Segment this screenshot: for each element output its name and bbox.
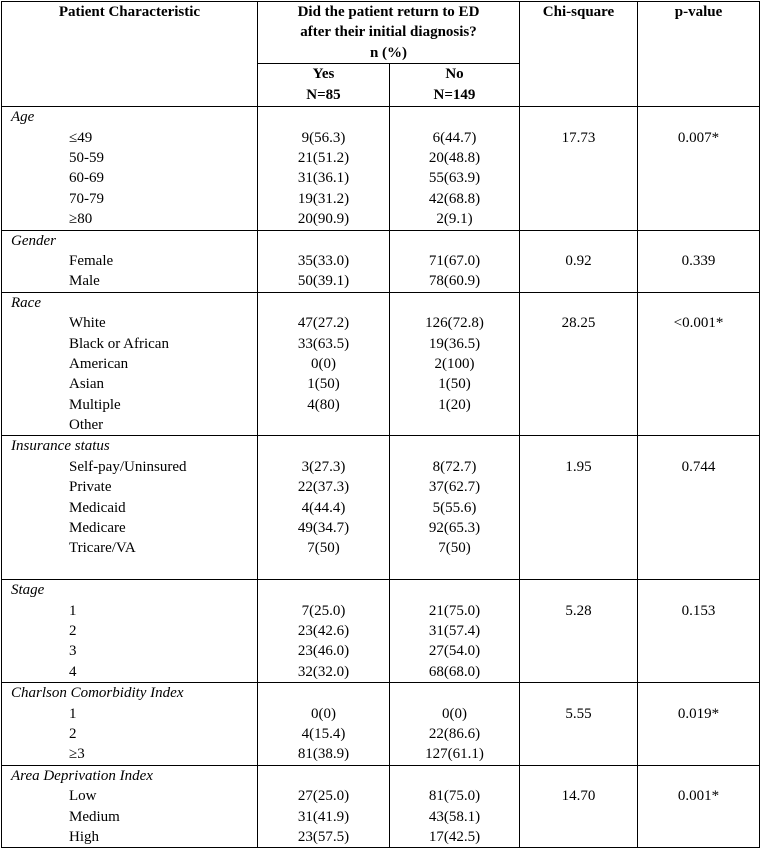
category-label: Other: [69, 417, 104, 434]
group-chi-cell: [520, 436, 638, 580]
yes-count-value: 0(0): [311, 705, 336, 722]
p-value-value: <0.001*: [673, 315, 724, 332]
yes-count-value: 7(50): [307, 540, 340, 557]
p-value-value: 0.339: [681, 252, 716, 269]
no-count-value: 127(61.1): [425, 746, 484, 763]
yes-count-value: 1(50): [307, 376, 340, 393]
p-value-value: 0.744: [681, 458, 716, 475]
chi-square-value: 28.25: [561, 315, 596, 332]
header-patient-characteristic: Patient Characteristic: [2, 2, 258, 107]
category-label: 1: [69, 705, 77, 722]
yes-count-value: 49(34.7): [297, 520, 350, 537]
chi-square-value: 5.28: [565, 602, 592, 619]
no-count-value: 42(68.8): [428, 190, 481, 207]
no-count-value: 1(20): [438, 396, 471, 413]
group-label-cell: [2, 107, 258, 230]
no-count-value: 17(42.5): [428, 828, 481, 845]
group-chi-cell: [520, 292, 638, 436]
group-row-race: [2, 292, 760, 436]
group-row-insurance-status: [2, 436, 760, 580]
yes-count-value: 9(56.3): [301, 129, 346, 146]
yes-count-value: 47(27.2): [297, 315, 350, 332]
yes-count-value: 50(39.1): [297, 273, 350, 290]
no-count-value: 0(0): [442, 705, 467, 722]
group-p-cell: [638, 683, 760, 766]
category-label: 4: [69, 663, 77, 680]
category-label: White: [69, 315, 106, 332]
group-yes-cell: [258, 107, 390, 230]
no-count-value: 22(86.6): [428, 725, 481, 742]
category-label: High: [69, 828, 99, 845]
yes-count-value: [258, 415, 389, 435]
chi-square-value: 14.70: [561, 788, 596, 805]
chi-square-value: 5.55: [565, 705, 592, 722]
category-label: 2: [69, 725, 77, 742]
group-yes-cell: [258, 683, 390, 766]
no-count-value: 7(50): [438, 540, 471, 557]
group-yes-cell: [258, 292, 390, 436]
group-p-cell: [638, 765, 760, 848]
yes-count-value: 23(46.0): [297, 643, 350, 660]
category-label: ≥3: [69, 746, 85, 763]
group-chi-cell: [520, 580, 638, 683]
yes-count-value: 4(44.4): [301, 499, 346, 516]
group-title: Charlson Comorbidity Index: [11, 685, 184, 702]
yes-count-value: 23(42.6): [297, 622, 350, 639]
category-label: Male: [69, 273, 100, 290]
header-return-question: Did the patient return to ED after their initial diagnosis? n (%): [258, 2, 520, 64]
no-count-value: 68(68.0): [428, 663, 481, 680]
yes-count-value: 7(25.0): [301, 602, 346, 619]
group-title: Age: [11, 109, 35, 126]
yes-count-value: 4(80): [307, 396, 340, 413]
group-p-cell: [638, 292, 760, 436]
group-label-cell: [2, 765, 258, 848]
yes-count-value: 19(31.2): [297, 190, 350, 207]
group-label-cell: [2, 292, 258, 436]
no-count-value: 6(44.7): [432, 129, 477, 146]
yes-count-value: 22(37.3): [297, 479, 350, 496]
group-p-cell: [638, 580, 760, 683]
no-count-value: 43(58.1): [428, 808, 481, 825]
no-count-value: 126(72.8): [425, 315, 484, 332]
group-title: Area Deprivation Index: [11, 767, 153, 784]
yes-count-value: 21(51.2): [297, 150, 350, 166]
group-title: Race: [11, 294, 41, 311]
group-yes-cell: [258, 230, 390, 292]
yes-count-value: 27(25.0): [297, 788, 350, 805]
category-label: ≥80: [69, 211, 93, 228]
no-count-value: 1(50): [438, 376, 471, 393]
category-label: Private: [69, 479, 112, 496]
category-label: Multiple: [69, 396, 121, 413]
p-value-value: 0.001*: [677, 788, 720, 805]
category-label: Black or African: [69, 335, 169, 352]
category-label: American: [69, 355, 129, 372]
category-label: 70-79: [69, 190, 104, 207]
yes-count-value: 31(36.1): [297, 170, 350, 187]
category-label: Tricare/VA: [69, 540, 136, 557]
yes-count-value: 32(32.0): [297, 663, 350, 680]
category-label: Female: [69, 252, 114, 269]
no-count-value: 20(48.8): [428, 150, 481, 166]
group-yes-cell: [258, 580, 390, 683]
group-p-cell: [638, 230, 760, 292]
yes-count-value: 23(57.5): [297, 828, 350, 845]
group-yes-cell: [258, 765, 390, 848]
yes-count-value: 31(41.9): [297, 808, 350, 825]
no-count-value: 81(75.0): [428, 788, 481, 805]
group-row-age: [2, 107, 760, 230]
no-count-value: 2(100): [434, 355, 475, 372]
group-label-cell: [2, 580, 258, 683]
group-no-cell: [390, 580, 520, 683]
header-yes: Yes N=85: [258, 64, 390, 107]
header-chi-square: Chi-square: [520, 2, 638, 107]
p-value-value: 0.019*: [677, 705, 720, 722]
no-count-value: 37(62.7): [428, 479, 481, 496]
category-label: 1: [69, 602, 77, 619]
group-row-area-deprivation-index: [2, 765, 760, 848]
group-no-cell: [390, 230, 520, 292]
p-value-value: 0.153: [681, 602, 716, 619]
chi-square-value: 17.73: [561, 129, 596, 146]
header-no: No N=149: [390, 64, 520, 107]
patient-characteristics-table: [1, 1, 760, 848]
group-no-cell: [390, 436, 520, 580]
yes-count-value: 81(38.9): [297, 746, 350, 763]
category-label: 50-59: [69, 150, 104, 166]
category-label: Asian: [69, 376, 104, 393]
no-count-value: 8(72.7): [432, 458, 477, 475]
chi-square-value: 1.95: [565, 458, 592, 475]
category-label: Medium: [69, 808, 120, 825]
group-label-cell: [2, 230, 258, 292]
group-no-cell: [390, 683, 520, 766]
category-label: ≤49: [69, 129, 93, 146]
yes-count-value: 35(33.0): [297, 252, 350, 269]
group-yes-cell: [258, 436, 390, 580]
no-count-value: 21(75.0): [428, 602, 481, 619]
category-label: 3: [69, 643, 77, 660]
no-count-value: [390, 415, 519, 435]
group-no-cell: [390, 765, 520, 848]
category-label: Low: [69, 788, 97, 805]
category-label: Medicare: [69, 520, 126, 537]
group-label-cell: [2, 683, 258, 766]
no-count-value: 19(36.5): [428, 335, 481, 352]
header-p-value: p-value: [638, 2, 760, 107]
no-count-value: 31(57.4): [428, 622, 481, 639]
yes-count-value: 3(27.3): [301, 458, 346, 475]
group-no-cell: [390, 292, 520, 436]
yes-count-value: 4(15.4): [301, 725, 346, 742]
no-count-value: 55(63.9): [428, 170, 481, 187]
category-label: 60-69: [69, 170, 104, 187]
group-title: Stage: [11, 582, 45, 599]
no-count-value: 27(54.0): [428, 643, 481, 660]
group-chi-cell: [520, 765, 638, 848]
group-row-stage: [2, 580, 760, 683]
group-title: Gender: [11, 232, 56, 249]
group-label-cell: [2, 436, 258, 580]
group-p-cell: [638, 436, 760, 580]
group-row-gender: [2, 230, 760, 292]
group-chi-cell: [520, 230, 638, 292]
no-count-value: 78(60.9): [428, 273, 481, 290]
no-count-value: 2(9.1): [436, 211, 473, 228]
yes-count-value: 0(0): [311, 355, 336, 372]
category-label: Medicaid: [69, 499, 126, 516]
no-count-value: 5(55.6): [432, 499, 477, 516]
no-count-value: 71(67.0): [428, 252, 481, 269]
group-no-cell: [390, 107, 520, 230]
chi-square-value: 0.92: [565, 252, 592, 269]
group-p-cell: [638, 107, 760, 230]
group-row-charlson-comorbidity-index: [2, 683, 760, 766]
category-label: 2: [69, 622, 77, 639]
group-chi-cell: [520, 107, 638, 230]
no-count-value: 92(65.3): [428, 520, 481, 537]
yes-count-value: 20(90.9): [297, 211, 350, 228]
yes-count-value: 33(63.5): [297, 335, 350, 352]
p-value-value: 0.007*: [677, 129, 720, 146]
group-title: Insurance status: [11, 438, 110, 455]
group-chi-cell: [520, 683, 638, 766]
category-label: Self-pay/Uninsured: [69, 458, 187, 475]
